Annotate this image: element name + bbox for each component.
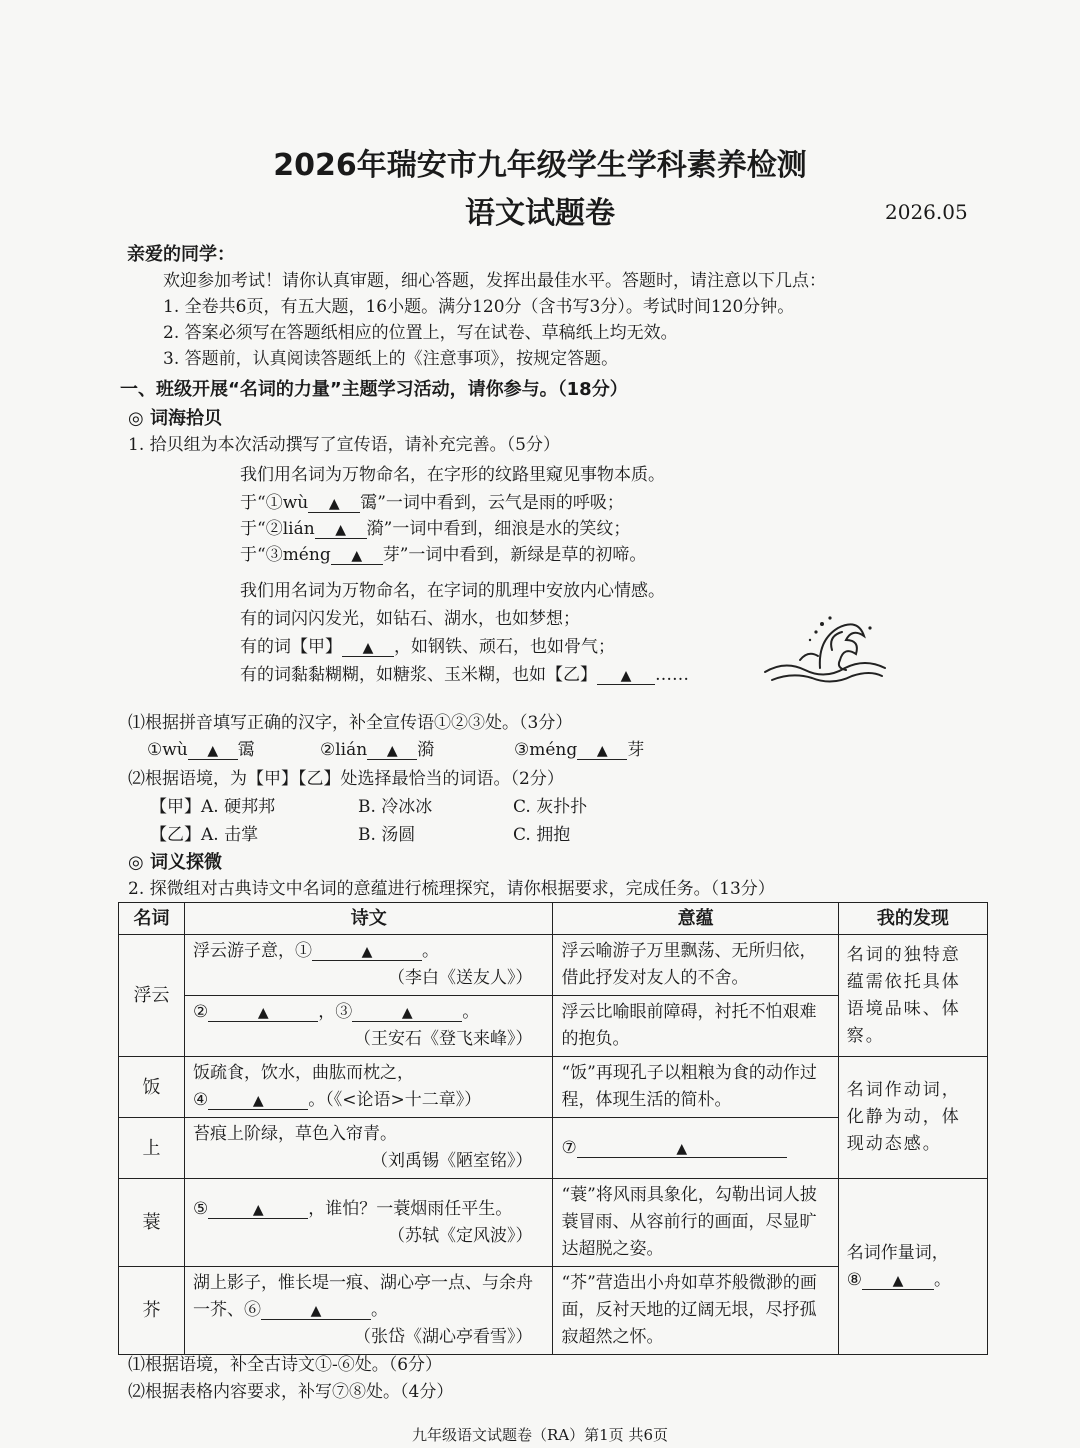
yi-option-a: 【乙】A. 击掌 <box>150 825 259 845</box>
exam-subtitle: 语文试题卷 <box>465 196 615 231</box>
meaning-cell-6: “芥”营造出小舟如草芥般微渺的画面，反衬天地的辽阔无垠，尽抒孤寂超然之怀。 <box>553 1267 838 1355</box>
noun-fuyun: 浮云 <box>119 935 185 1057</box>
exam-date: 2026.05 <box>885 200 968 224</box>
question-1: 1. 拾贝组为本次活动撰写了宣传语，请补充完善。（5分） <box>128 435 560 455</box>
poem-line-7: 有的词【甲】 ▲ ，如钢铁、顽石，也如骨气； <box>240 637 615 657</box>
finding-cell-3: 名词作量词， ⑧ ▲ 。 <box>838 1179 987 1355</box>
exam-title: 2026年瑞安市九年级学生学科素养检测 <box>273 148 807 183</box>
jia-option-a: 【甲】A. 硬邦邦 <box>150 797 276 817</box>
table-header-finding: 我的发现 <box>838 903 987 935</box>
greeting: 亲爱的同学： <box>127 244 235 265</box>
finding-cell-1: 名词的独特意蕴需依托具体语境品味、体察。 <box>838 935 987 1057</box>
jia-option-c: C. 灰扑扑 <box>513 797 588 817</box>
pinyin-item-3: ③méng ▲ 芽 <box>514 740 645 760</box>
poem-line-1: 我们用名词为万物命名，在字形的纹路里窥见事物本质。 <box>240 465 665 485</box>
notice-item-3: 3. 答题前，认真阅读答题纸上的《注意事项》，按规定答题。 <box>163 349 619 369</box>
notice-item-1: 1. 全卷共6页，有五大题，16小题。满分120分（含书写3分）。考试时间120分钟。 <box>163 297 795 317</box>
poem-cell-3: 饭疏食，饮水，曲肱而枕之， ④ ▲ 。（《<论语>十二章》） <box>184 1057 553 1118</box>
poem-cell-1: 浮云游子意，① ▲ 。 （李白《送友人》） <box>184 935 553 996</box>
table-row <box>119 1057 988 1118</box>
poem-cell-4: 苔痕上阶绿，草色入帘青。 （刘禹锡《陋室铭》） <box>184 1118 553 1179</box>
noun-fan: 饭 <box>119 1057 185 1118</box>
poem-cell-5: ⑤ ▲ ，谁怕？一蓑烟雨任平生。 （苏轼《定风波》） <box>184 1179 553 1267</box>
question-2: 2. 探微组对古典诗文中名词的意蕴进行梳理探究，请你根据要求，完成任务。（13分） <box>128 879 775 899</box>
pinyin-item-1: ①wù ▲ 霭 <box>147 740 255 760</box>
answer-blank-3: ▲ <box>331 547 383 565</box>
noun-suo: 蓑 <box>119 1179 185 1267</box>
wave-illustration-icon <box>760 610 890 690</box>
meaning-cell-5: “蓑”将风雨具象化，勾勒出词人披蓑冒雨、从容前行的画面，尽显旷达超脱之姿。 <box>553 1179 838 1267</box>
meaning-cell-1: 浮云喻游子万里飘荡、无所归依，借此抒发对友人的不舍。 <box>553 935 838 996</box>
finding-cell-2: 名词作动词，化静为动，体现动态感。 <box>838 1057 987 1179</box>
yi-option-b: B. 汤圆 <box>358 825 416 845</box>
section-heading: 一、班级开展“名词的力量”主题学习活动，请你参与。（18分） <box>120 379 628 400</box>
table-header-poem: 诗文 <box>184 903 553 935</box>
poem-line-3: 于“②lián ▲ 漪”一词中看到，细浪是水的笑纹； <box>240 519 631 539</box>
meaning-cell-3: “饭”再现孔子以粗粮为食的动作过程，体现生活的简朴。 <box>553 1057 838 1118</box>
poem-cell-2: ② ▲ ，③ ▲ 。 （王安石《登飞来峰》） <box>184 996 553 1057</box>
poem-line-6: 有的词闪闪发光，如钻石、湖水，也如梦想； <box>240 609 580 629</box>
page-footer: 九年级语文试题卷（RA）第1页 共6页 <box>412 1426 668 1444</box>
meaning-cell-2: 浮云比喻眼前障碍，衬托不怕艰难的抱负。 <box>553 996 838 1057</box>
sub-question-2: ⑵根据语境，为【甲】【乙】处选择最恰当的词语。（2分） <box>128 769 564 789</box>
jia-option-b: B. 冷冰冰 <box>358 797 433 817</box>
poem-line-8: 有的词黏黏糊糊，如糖浆、玉米糊，也如【乙】 ▲ …… <box>240 665 689 685</box>
poem-line-2: 于“①wù ▲ 霭”一词中看到，云气是雨的呼吸； <box>240 493 624 513</box>
yi-option-c: C. 拥抱 <box>513 825 571 845</box>
notice-intro: 欢迎参加考试！请你认真审题，细心答题，发挥出最佳水平。答题时，请注意以下几点： <box>163 271 826 291</box>
subsection-ciha: ◎ 词海拾贝 <box>128 408 222 429</box>
meaning-cell-4: ⑦ ▲ <box>553 1118 838 1179</box>
answer-blank-jia: ▲ <box>342 639 394 657</box>
poem-line-5: 我们用名词为万物命名，在字词的肌理中安放内心情感。 <box>240 581 665 601</box>
answer-blank-2: ▲ <box>315 521 367 539</box>
noun-jie: 芥 <box>119 1267 185 1355</box>
table-question-1: ⑴根据语境，补全古诗文①-⑥处。（6分） <box>128 1355 443 1375</box>
noun-shang: 上 <box>119 1118 185 1179</box>
answer-blank-yi: ▲ <box>597 667 655 685</box>
table-header-meaning: 意蕴 <box>553 903 838 935</box>
answer-blank-1: ▲ <box>308 495 360 513</box>
table-header-noun: 名词 <box>119 903 185 935</box>
poem-cell-6: 湖上影子，惟长堤一痕、湖心亭一点、与余舟一芥、⑥ ▲ 。 （张岱《湖心亭看雪》） <box>184 1267 553 1355</box>
table-row <box>119 1179 988 1267</box>
notice-item-2: 2. 答案必须写在答题纸相应的位置上，写在试卷、草稿纸上均无效。 <box>163 323 678 343</box>
analysis-table <box>118 902 988 1355</box>
subsection-ciyi: ◎ 词义探微 <box>128 852 222 873</box>
pinyin-item-2: ②lián ▲ 漪 <box>320 740 435 760</box>
poem-line-4: 于“③méng ▲ 芽”一词中看到，新绿是草的初啼。 <box>240 545 647 565</box>
sub-question-1: ⑴根据拼音填写正确的汉字，补全宣传语①②③处。（3分） <box>128 713 573 733</box>
table-row <box>119 935 988 996</box>
table-question-2: ⑵根据表格内容要求，补写⑦⑧处。（4分） <box>128 1382 454 1402</box>
